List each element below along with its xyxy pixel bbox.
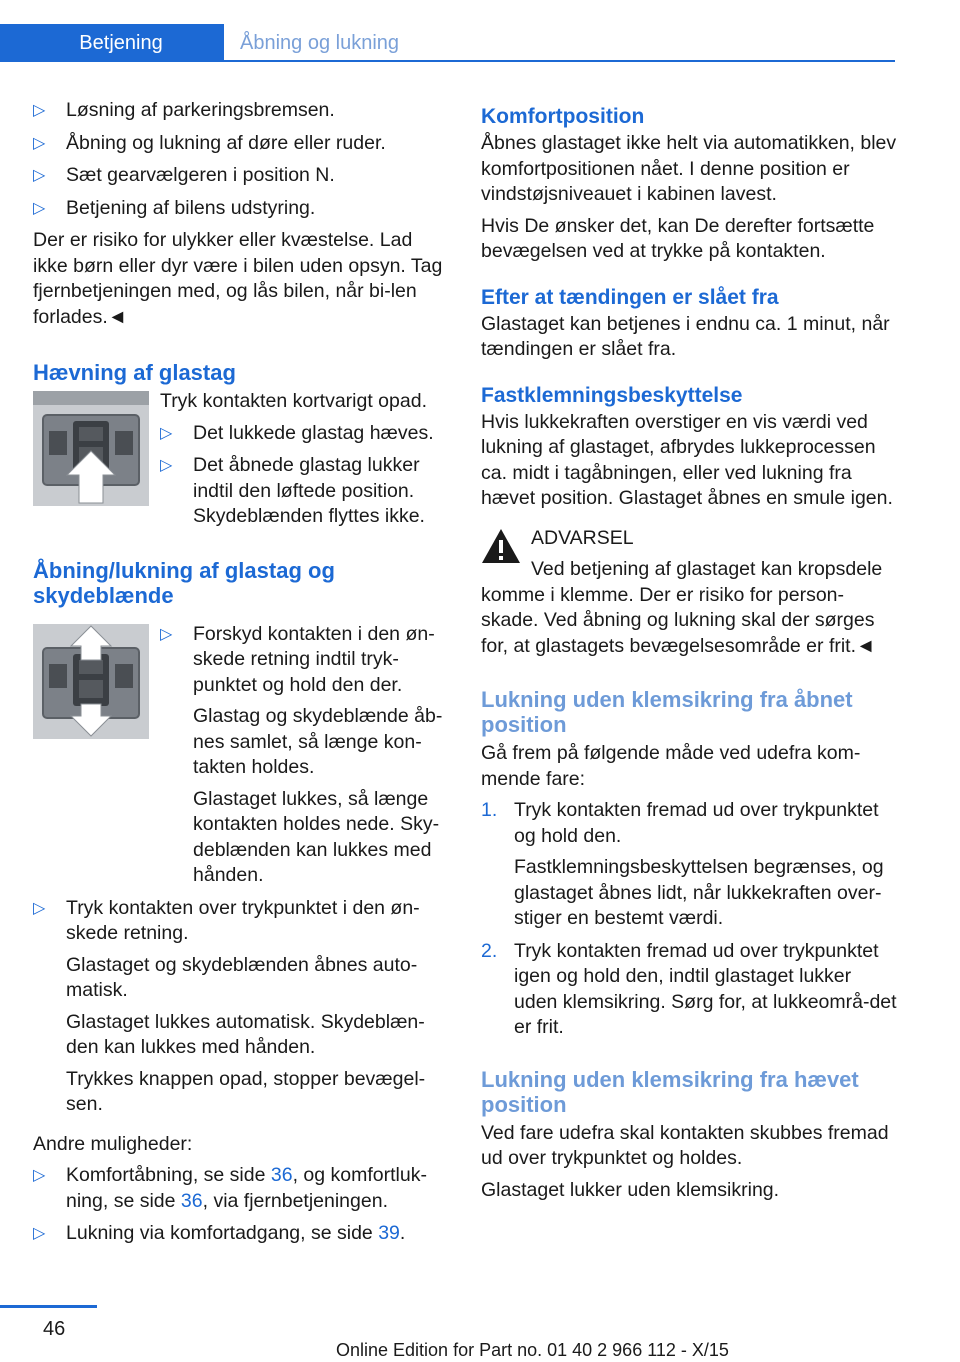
warning-title: ADVARSEL — [531, 526, 634, 549]
triangle-right-icon: ▷ — [33, 199, 46, 217]
other-options-intro: Andre muligheder: — [33, 1132, 193, 1155]
triangle-right-icon: ▷ — [33, 134, 46, 152]
triangle-right-icon: ▷ — [160, 424, 173, 442]
list-item: 1. Tryk kontakten fremad ud over trykpunktet og hold den. Fastklemningsbeskyttelsen begrænses, og glastaget åbnes lidt, når lukkekraften over‐stiger en bestemt værdi. — [481, 799, 884, 929]
list-item: ▷ Sæt gearvælgeren i position N. — [33, 163, 451, 189]
triangle-right-icon: ▷ — [33, 167, 46, 184]
raise-heading: Hævning af glastag — [33, 360, 236, 385]
warning-box — [481, 526, 897, 660]
open-close-heading: Åbning/lukning af glastag og skydeblænde — [33, 557, 335, 608]
section-tab: Betjening — [0, 24, 224, 62]
right-column: Komfortposition Åbnes glastaget ikke helt via automatikken, blev komfortpositionen nået. I denne position er vindstøjsniveauet i kabinen lavest. Hvis De ønsker det, kan De derefter fortsætte bevægelsen ved at trykke på kontakten. Efter at tændingen er slået fra Glastaget kan betjenes i endnu ca. 1 minut, når tændingen er slået fra. Fastklemningsbeskyttelse Hvis lukkekraften overstiger en vis værdi ved lukning af glastaget, afbrydes lukkeprocessen ca. midt i tagåbningen, eller ved lukning fra hævet position. Glastaget åbnes en smule igen. ADVARSEL Ved betjening af glastaget kan kropsdele komme i klemme. Der er risiko for person‐skade. Ved åbning og lukning skal der sørges for, at glastagets bevægelsesområde er frit.◄ Lukning uden klemsikring fra åbnet position Gå frem på følgende måde ved udefra kom‐mende fare: 1. Tryk kontakten fremad ud over trykpunktet og hold den. Fastklemningsbeskyttelsen begrænses, og glastaget åbnes lidt, når lukkekraften over‐stiger en bestemt værdi. 2. Tryk kontakten fremad ud over trykpunktet igen og hold den, indtil glastaget lukker uden klemsikring. Sørg for, at lukkeområ‐det er frit. Lukning uden klemsikring fra hævet position Ved fare udefra skal kontakten skubbes fremad ud over trykpunktet og holdes. Glastaget lukker uden klemsikring. — [481, 105, 897, 1201]
slide-switch-figure — [33, 624, 149, 739]
page-header — [0, 0, 960, 62]
pinch-heading: Fastklemningsbeskyttelse — [481, 383, 743, 407]
warning-text: Ved betjening af glastaget kan kropsdele komme i klemme. Der er risiko for person‐skade. Ved åbning og lukning skal der sørges for, at glastagets bevægelsesområde er frit.◄ — [481, 558, 883, 657]
list-item: ▷ Åbning og lukning af døre eller ruder. — [33, 131, 451, 157]
triangle-right-icon: ▷ — [160, 457, 173, 474]
list-item: 2. Tryk kontakten fremad ud over trykpunktet igen og hold den, indtil glastaget lukker uden klemsikring. Sørg for, at lukkeområ‐det er frit. — [481, 939, 897, 1038]
close-raised-heading: Lukning uden klemsikring fra hævet position — [481, 1066, 859, 1117]
triangle-right-icon: ▷ — [33, 1167, 46, 1184]
list-item: ▷ Forskyd kontakten i den øn‐skede retning indtil tryk‐punktet og hold den der. Glastag og skydeblænde åb‐nes samlet, så længe kon‐takten holdes. Glastaget lukkes, så længe kontakten holdes nede. Sky‐deblænden kan lukkes med hånden. — [160, 622, 443, 886]
left-column — [33, 98, 451, 1254]
page-reference-link[interactable]: 36 — [270, 1164, 293, 1186]
list-item: ▷ Betjening af bilens udstyring. — [33, 196, 451, 222]
page-reference-link[interactable]: 39 — [378, 1222, 400, 1244]
warning-triangle-icon — [481, 528, 521, 564]
raise-switch-figure — [33, 391, 149, 506]
edition-text: Online Edition for Part no. 01 40 2 966 112 - X/15 — [336, 1340, 729, 1360]
list-item: ▷ Lukning via komfortadgang, se side 39. — [33, 1221, 451, 1247]
triangle-right-icon: ▷ — [33, 1225, 46, 1242]
footer-rule — [0, 1305, 97, 1308]
comfort-heading: Komfortposition — [481, 105, 645, 128]
ignition-heading: Efter at tændingen er slået fra — [481, 285, 779, 309]
list-item: ▷ Det åbnede glastag lukker indtil den løftede position. Skydeblænden flyttes ikke. — [160, 454, 425, 527]
list-item: ▷ Det lukkede glastag hæves. — [160, 421, 451, 447]
page-number: 46 — [43, 1318, 66, 1340]
risk-paragraph: Der er risiko for ulykker eller kvæstelse. Lad ikke børn eller dyr være i bilen uden opsyn. Tag fjernbetjeningen med, og lås bilen, når bi‐len forlades.◄ — [33, 229, 443, 328]
page-reference-link[interactable]: 36 — [180, 1189, 203, 1212]
raise-section: Tryk kontakten kortvarigt opad. ▷ Det lukkede glastag hæves. ▷ Det åbnede glastag lukker indtil den løftede position. Skydeblænden flyttes ikke. — [33, 389, 451, 530]
list-item: ▷ Tryk kontakten over trykpunktet i den øn‐skede retning. Glastaget og skydeblænden åbnes auto‐matisk. Glastaget lukkes automatisk. Skydeblæn‐den kan lukkes med hånden. Trykkes knappen opad, stopper bevægel‐sen. — [33, 896, 426, 1115]
list-item: ▷ Komfortåbning, se side 36, og komfortluk‐ning, se side 36, via fjernbetjeningen. — [33, 1164, 427, 1212]
list-item: ▷ Løsning af parkeringsbremsen. — [33, 98, 451, 124]
triangle-right-icon: ▷ — [33, 102, 46, 119]
triangle-right-icon: ▷ — [33, 899, 46, 917]
header-rule — [0, 60, 895, 62]
subsection-tab: Åbning og lukning — [240, 32, 400, 54]
open-close-section — [33, 622, 451, 889]
triangle-right-icon: ▷ — [160, 625, 173, 643]
close-open-heading: Lukning uden klemsikring fra åbnet position — [481, 687, 853, 737]
